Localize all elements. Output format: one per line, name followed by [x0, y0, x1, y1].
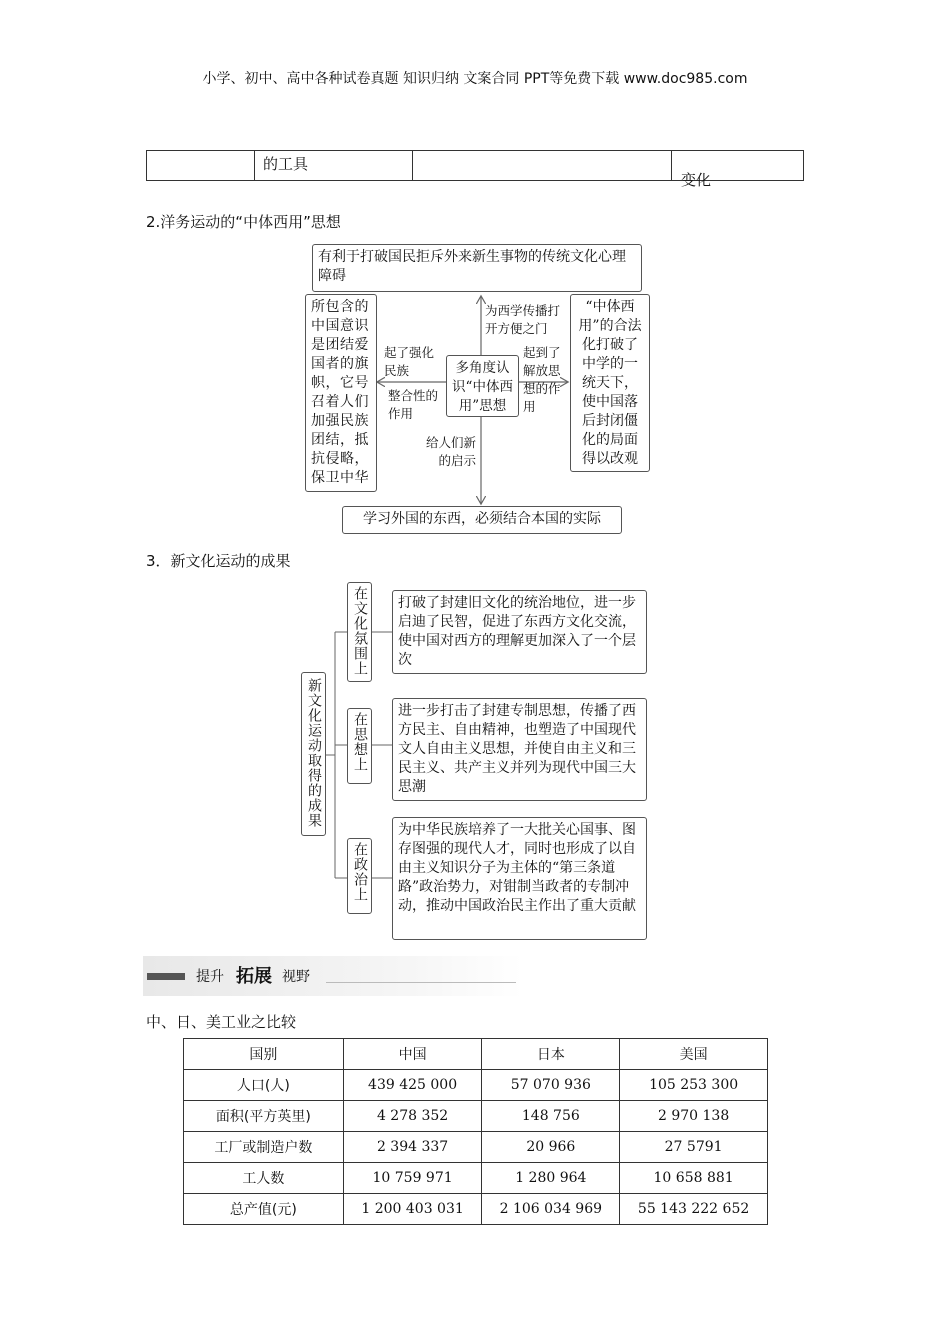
table-cell: 2 394 337 [343, 1132, 482, 1163]
table-cell: 20 966 [482, 1132, 620, 1163]
table-cell: 2 970 138 [620, 1101, 768, 1132]
tag-politics: 在政治上 [347, 838, 372, 914]
page-header: 小学、初中、高中各种试卷真题 知识归纳 文案合同 PPT等免费下载 www.doc985.com [202, 71, 748, 87]
row-label: 人口(人) [184, 1070, 344, 1101]
text-culture: 打破了封建旧文化的统治地位，进一步启迪了民智，促进了东西方文化交流，使中国对西方的理解更加深入了一个层次 [392, 590, 647, 674]
table-cell: 2 106 034 969 [482, 1194, 620, 1225]
label-down: 给人们新的启示 [425, 435, 476, 468]
label-left-a: 起了强化民族 [384, 345, 435, 378]
compare-table [183, 1038, 768, 1225]
table-row [184, 1163, 768, 1194]
top-table-fragment [146, 150, 804, 189]
row-label: 工厂或制造户数 [184, 1132, 344, 1163]
table-cell: 10 759 971 [343, 1163, 482, 1194]
label-left-b: 整合性的作用 [388, 388, 439, 421]
row-label: 面积(平方英里) [184, 1101, 344, 1132]
band-word-c: 视野 [282, 969, 310, 985]
header-cell: 国别 [184, 1039, 344, 1070]
table-row [184, 1194, 768, 1225]
table-cell: 105 253 300 [620, 1070, 768, 1101]
header-cell: 美国 [620, 1039, 768, 1070]
table-cell: 1 280 964 [482, 1163, 620, 1194]
table-cell: 1 200 403 031 [343, 1194, 482, 1225]
table-cell: 57 070 936 [482, 1070, 620, 1101]
table-cell: 4 278 352 [343, 1101, 482, 1132]
table-cell: 10 658 881 [620, 1163, 768, 1194]
table-cell: 55 143 222 652 [620, 1194, 768, 1225]
section-3-title: 3．新文化运动的成果 [146, 552, 291, 570]
table-row [184, 1132, 768, 1163]
table-row [184, 1101, 768, 1132]
header-cell: 日本 [482, 1039, 620, 1070]
label-right: 起到了解放思想的作用 [523, 345, 561, 414]
table-header-row [184, 1039, 768, 1070]
table-cell: 的工具 [263, 155, 309, 173]
row-label: 总产值(元) [184, 1194, 344, 1225]
bottom-box: 学习外国的东西，必须结合本国的实际 [342, 506, 622, 534]
band-bar-left [147, 973, 185, 980]
table-cell: 439 425 000 [343, 1070, 482, 1101]
table-cell: 变化 [681, 171, 712, 189]
left-box: 所包含的中国意识是团结爱国者的旗帜，它号召着人们加强民族团结，抵抗侵略，保卫中华 [305, 294, 377, 492]
section-2-title: 2.洋务运动的“中体西用”思想 [146, 213, 341, 231]
compare-title: 中、日、美工业之比较 [146, 1013, 297, 1031]
right-box: “中体西用”的合法化打破了中学的一统天下，使中国落后封闭僵化的局面得以改观 [570, 294, 650, 472]
table-cell: 27 5791 [620, 1132, 768, 1163]
root-box: 新文化运动取得的成果 [301, 672, 326, 836]
tag-culture: 在文化氛围上 [347, 582, 372, 682]
tag-thought: 在思想上 [347, 708, 372, 784]
table-row [184, 1070, 768, 1101]
band-rule [326, 982, 516, 983]
table-cell: 148 756 [482, 1101, 620, 1132]
text-politics: 为中华民族培养了一大批关心国事、图存图强的现代人才，同时也形成了以自由主义知识分子为主体的“第三条道路”政治势力，对钳制当政者的专制冲动，推动中国政治民主作出了重大贡献 [392, 817, 647, 940]
text-thought: 进一步打击了封建专制思想，传播了西方民主、自由精神，也塑造了中国现代文人自由主义思想，并使自由主义和三民主义、共产主义并列为现代中国三大思潮 [392, 698, 647, 801]
header-cell: 中国 [343, 1039, 482, 1070]
band-word-a: 提升 [196, 969, 224, 985]
band-word-b: 拓展 [236, 966, 272, 987]
row-label: 工人数 [184, 1163, 344, 1194]
center-box: 多角度认识“中体西用”思想 [446, 355, 519, 417]
label-up: 为西学传播打开方便之门 [485, 303, 561, 336]
top-box: 有利于打破国民拒斥外来新生事物的传统文化心理障碍 [312, 244, 642, 292]
